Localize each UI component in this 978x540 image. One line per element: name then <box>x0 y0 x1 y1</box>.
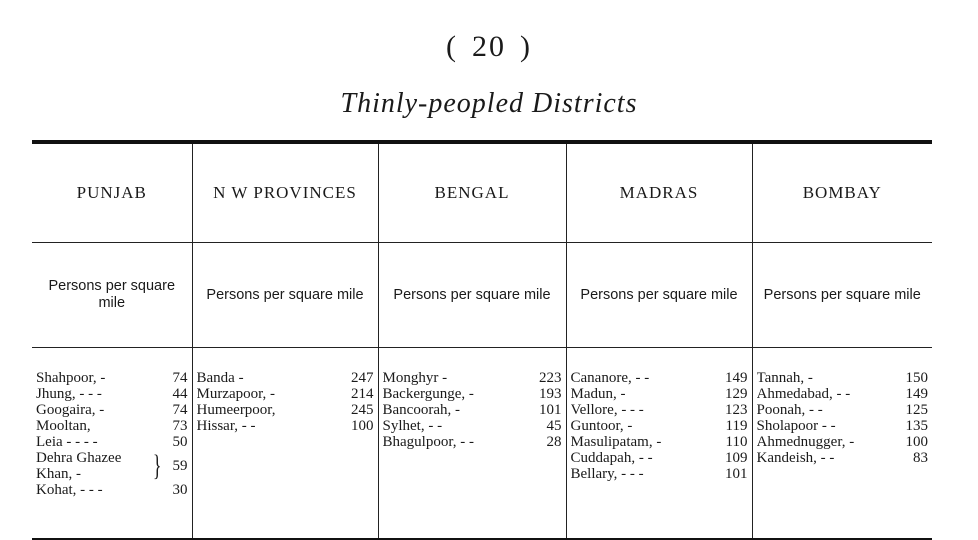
region-header-punjab: PUNJAB <box>32 144 192 243</box>
brace-glyph: } <box>152 449 162 482</box>
district-name: Backergunge, - <box>382 386 474 402</box>
district-name: Banda - <box>196 370 244 386</box>
district-name: Guntoor, - <box>570 418 633 434</box>
district-list-nw-provinces <box>192 348 378 539</box>
district-name: Cuddapah, - - <box>570 450 653 466</box>
district-entry <box>193 418 378 434</box>
district-value: 123 <box>725 402 748 418</box>
district-name: Poonah, - - <box>756 402 823 418</box>
district-name: Sholapoor - - <box>756 418 836 434</box>
district-value: 100 <box>351 418 374 434</box>
page-number: ( 20 ) <box>446 30 532 63</box>
district-entry <box>753 402 933 418</box>
district-name: Bancoorah, - <box>382 402 460 418</box>
district-entry <box>567 466 752 482</box>
district-value: 149 <box>725 370 748 386</box>
district-entry <box>193 386 378 402</box>
unit-row <box>32 243 932 348</box>
district-value: 129 <box>725 386 748 402</box>
region-header-bengal: BENGAL <box>378 144 566 243</box>
district-entry <box>753 386 933 402</box>
district-name: Ahmedabad, - - <box>756 386 851 402</box>
district-entry <box>379 386 566 402</box>
district-entry <box>32 450 192 482</box>
district-entry <box>753 370 933 386</box>
district-name: Googaira, - <box>36 402 105 418</box>
district-name: Bhagulpoor, - - <box>382 434 474 450</box>
district-value: 30 <box>172 482 188 498</box>
district-name: Kandeish, - - <box>756 450 835 466</box>
region-header-bombay: BOMBAY <box>752 144 932 243</box>
district-value: 28 <box>546 434 562 450</box>
district-name: Vellore, - - - <box>570 402 644 418</box>
district-value: 109 <box>725 450 748 466</box>
unit-label: Persons per square mile <box>378 243 566 348</box>
district-entry <box>753 434 933 450</box>
district-entry <box>379 402 566 418</box>
district-entry <box>32 482 192 498</box>
district-entry <box>567 450 752 466</box>
district-value: 125 <box>905 402 928 418</box>
district-value: 214 <box>351 386 374 402</box>
district-entry <box>567 434 752 450</box>
district-value: 119 <box>725 418 748 434</box>
district-value: 110 <box>725 434 748 450</box>
density-table-wrap <box>32 140 932 540</box>
region-header-nw-provinces: N W PROVINCES <box>192 144 378 243</box>
district-value: 101 <box>539 402 562 418</box>
district-name: Monghyr - <box>382 370 448 386</box>
district-entry <box>32 434 192 450</box>
district-name: Leia - - - - <box>36 434 98 450</box>
district-value: 50 <box>172 434 188 450</box>
district-entry <box>379 434 566 450</box>
district-list-punjab <box>32 348 192 539</box>
district-list-bombay <box>752 348 932 539</box>
district-entry <box>32 402 192 418</box>
district-entry <box>753 418 933 434</box>
unit-label: Persons per square mile <box>566 243 752 348</box>
district-name: Bellary, - - - <box>570 466 644 482</box>
district-entry <box>567 402 752 418</box>
district-value: 59 <box>172 458 188 474</box>
district-entry <box>32 386 192 402</box>
district-value: 100 <box>905 434 928 450</box>
district-name: Tannah, - <box>756 370 813 386</box>
region-header-row <box>32 144 932 243</box>
district-entry <box>379 370 566 386</box>
district-list-madras <box>566 348 752 539</box>
district-value: 73 <box>172 418 188 434</box>
district-name: Jhung, - - - <box>36 386 102 402</box>
district-value: 193 <box>539 386 562 402</box>
unit-label: Persons per square mile <box>752 243 932 348</box>
district-entry <box>32 370 192 386</box>
district-data-row <box>32 348 932 539</box>
district-entry <box>567 370 752 386</box>
district-name: Humeerpoor, <box>196 402 276 418</box>
district-value: 149 <box>905 386 928 402</box>
district-list-bengal <box>378 348 566 539</box>
district-name: Shahpoor, - <box>36 370 106 386</box>
district-value: 245 <box>351 402 374 418</box>
district-name: Kohat, - - - <box>36 482 103 498</box>
district-name: Murzapoor, - <box>196 386 276 402</box>
unit-label: Persons per square mile <box>32 243 192 348</box>
unit-label: Persons per square mile <box>192 243 378 348</box>
district-value: 247 <box>351 370 374 386</box>
district-value: 223 <box>539 370 562 386</box>
region-header-madras: MADRAS <box>566 144 752 243</box>
district-name: Cananore, - - <box>570 370 650 386</box>
district-value: 83 <box>913 450 928 466</box>
district-value: 101 <box>725 466 748 482</box>
district-name: Madun, - <box>570 386 626 402</box>
district-name: Mooltan, <box>36 418 91 434</box>
district-value: 74 <box>172 402 188 418</box>
district-entry <box>567 386 752 402</box>
district-name: Sylhet, - - <box>382 418 443 434</box>
district-name: Hissar, - - <box>196 418 256 434</box>
district-name: Ahmednugger, - <box>756 434 855 450</box>
district-value: 74 <box>172 370 188 386</box>
district-entry <box>753 450 933 466</box>
district-value: 135 <box>905 418 928 434</box>
district-name: Dehra Ghazee Khan, - <box>36 450 122 482</box>
district-entry <box>193 402 378 418</box>
page-number-value: 20 <box>472 30 506 63</box>
district-value: 44 <box>172 386 188 402</box>
district-entry <box>193 370 378 386</box>
district-value: 150 <box>905 370 928 386</box>
district-entry <box>379 418 566 434</box>
district-value: 45 <box>546 418 562 434</box>
district-name: Masulipatam, - <box>570 434 662 450</box>
district-entry <box>567 418 752 434</box>
density-table <box>32 144 932 538</box>
page-title: Thinly-peopled Districts <box>340 88 638 119</box>
district-entry <box>32 418 192 434</box>
